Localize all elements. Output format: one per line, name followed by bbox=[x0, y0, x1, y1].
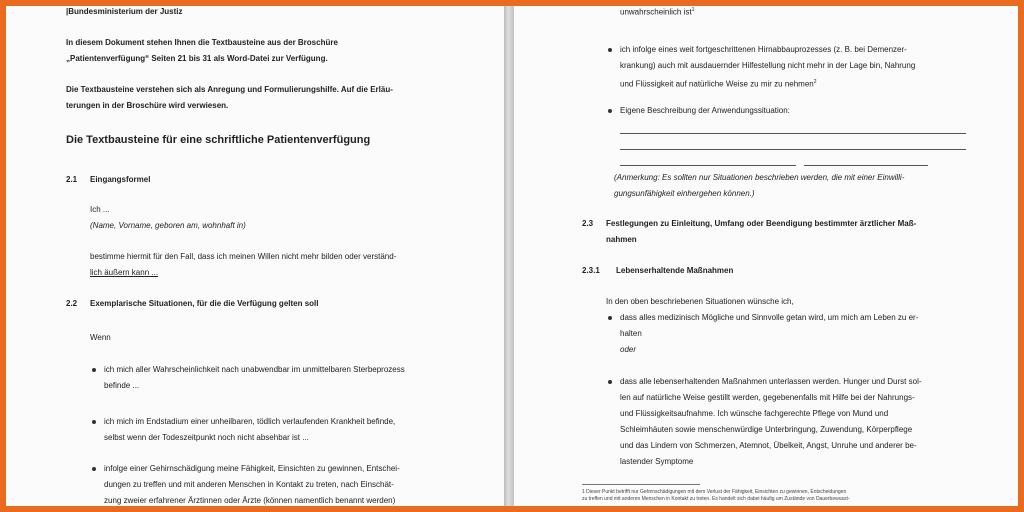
oder-line: oder bbox=[620, 345, 637, 354]
list-item-line: Eigene Beschreibung der Anwendungssituation: bbox=[620, 106, 790, 115]
blank-line bbox=[620, 133, 966, 134]
bullet-dot bbox=[608, 380, 612, 384]
subsection-title: Lebenserhaltende Maßnahmen bbox=[616, 266, 734, 275]
intro-line: terungen in der Broschüre wird verwiesen. bbox=[66, 101, 229, 110]
ich-line: Ich ... bbox=[90, 205, 110, 214]
list-item-line: ich mich im Endstadium einer unheilbaren, tödlich verlaufenden Krankheit befinde, bbox=[104, 417, 396, 426]
list-item-line: krankung) auch mit ausdauernder Hilfestellung nicht mehr in der Lage bin, Nahrung bbox=[620, 61, 916, 70]
list-item-line: dass alle lebenserhaltenden Maßnahmen unterlassen werden. Hunger und Durst sol- bbox=[620, 377, 922, 386]
blank-line bbox=[804, 165, 928, 166]
blank-line bbox=[620, 149, 966, 150]
intro-line: In diesem Dokument stehen Ihnen die Textbausteine aus der Broschüre bbox=[66, 38, 338, 47]
bestimme-line: bestimme hiermit für den Fall, dass ich meinen Willen nicht mehr bilden oder verständ- bbox=[90, 252, 397, 261]
list-item-line: ich infolge eines weit fortgeschrittenen Hirnabbauprozesses (z. B. bei Demenzer- bbox=[620, 45, 907, 54]
list-item-line: halten bbox=[620, 329, 642, 338]
subsection-number: 2.3.1 bbox=[582, 266, 600, 275]
name-hint: (Name, Vorname, geboren am, wohnhaft in) bbox=[90, 221, 246, 230]
list-item-line: infolge einer Gehirnschädigung meine Fähigkeit, Einsichten zu gewinnen, Entschei- bbox=[104, 464, 400, 473]
list-item-line: und Flüssigkeitsaufnahme. Ich wünsche fachgerechte Pflege von Mund und bbox=[620, 409, 889, 418]
continued-line: unwahrscheinlich ist$^1$ bbox=[620, 7, 695, 17]
blank-line bbox=[620, 165, 796, 166]
list-item-line: lastender Symptome bbox=[620, 457, 694, 466]
bullet-dot bbox=[608, 109, 612, 113]
intro-line: Die Textbausteine verstehen sich als Anregung und Formulierungshilfe. Auf die Erläu- bbox=[66, 85, 393, 94]
document-page-left bbox=[6, 6, 504, 506]
note-line: (Anmerkung: Es sollten nur Situationen beschrieben werden, die mit einer Einwilli- bbox=[614, 173, 905, 182]
footnote-separator bbox=[582, 484, 700, 485]
section-title: Festlegungen zu Einleitung, Umfang oder Beendigung bestimmter ärztlicher Maß- bbox=[606, 219, 917, 228]
bullet-dot bbox=[92, 368, 96, 372]
bullet-dot bbox=[92, 467, 96, 471]
list-item-line: dungen zu treffen und mit anderen Menschen in Kontakt zu treten, nach Einschät- bbox=[104, 480, 394, 489]
list-item-line: ich mich aller Wahrscheinlichkeit nach unabwendbar im unmittelbaren Sterbeprozess bbox=[104, 365, 405, 374]
section-title: Exemplarische Situationen, für die die Verfügung gelten soll bbox=[90, 299, 319, 308]
footnote-ref: 1 bbox=[691, 7, 695, 13]
list-item-line: dass alles medizinisch Mögliche und Sinnvolle getan wird, um mich am Leben zu er- bbox=[620, 313, 919, 322]
bullet-dot bbox=[608, 48, 612, 52]
section-title: Eingangsformel bbox=[90, 175, 151, 184]
list-item-line: selbst wenn der Todeszeitpunkt noch nicht absehbar ist ... bbox=[104, 433, 309, 442]
intro-line: „Patientenverfügung“ Seiten 21 bis 31 als Word-Datei zur Verfügung. bbox=[66, 54, 328, 63]
wenn-line: Wenn bbox=[90, 333, 111, 342]
list-item-line: Schleimhäuten sowie menschenwürdige Unterbringung, Zuwendung, Körperpflege bbox=[620, 425, 913, 434]
list-item-line: zung zweier erfahrener Ärztinnen oder Ärzte (können namentlich benannt werden) bbox=[104, 496, 396, 505]
page-heading: Die Textbausteine für eine schriftliche Patientenverfügung bbox=[66, 134, 371, 146]
footnote-ref: 2 bbox=[813, 79, 817, 85]
section-number: 2.2 bbox=[66, 299, 78, 308]
footnote-line: zu treffen und mit anderen Menschen in Kontakt zu treten. Es handelt sich dabei häufig um Zustände von Dauerbewusst- bbox=[582, 496, 850, 502]
ministry-line: |Bundesministerium der Justiz bbox=[66, 7, 183, 16]
footnote-line: 1 Dieser Punkt betrifft nur Gehirnschädigungen mit dem Verlust der Fähigkeit, Einsichten zu gewinnen, Entscheidungen bbox=[582, 489, 847, 495]
list-item-line: und das Lindern von Schmerzen, Atemnot, Übelkeit, Angst, Unruhe und anderer be- bbox=[620, 441, 917, 450]
section-number: 2.3 bbox=[582, 219, 594, 228]
section-number: 2.1 bbox=[66, 175, 78, 184]
document-page-right bbox=[514, 6, 1018, 506]
list-item-line: len auf natürliche Weise gestillt werden, gegebenenfalls mit Hilfe bei der Nahrungs- bbox=[620, 393, 915, 402]
note-line: gungsunfähigkeit einhergehen können.) bbox=[614, 189, 755, 198]
bullet-dot bbox=[92, 420, 96, 424]
list-item-line: befinde ... bbox=[104, 381, 140, 390]
section-title: nahmen bbox=[606, 235, 637, 244]
intro-line: In den oben beschriebenen Situationen wünsche ich, bbox=[606, 297, 794, 306]
bestimme-line: lich äußern kann ... bbox=[90, 268, 159, 277]
page-gutter bbox=[504, 6, 514, 506]
bullet-dot bbox=[608, 316, 612, 320]
list-item-line: und Flüssigkeit auf natürliche Weise zu mir zu nehmen$^2$ bbox=[620, 79, 817, 89]
